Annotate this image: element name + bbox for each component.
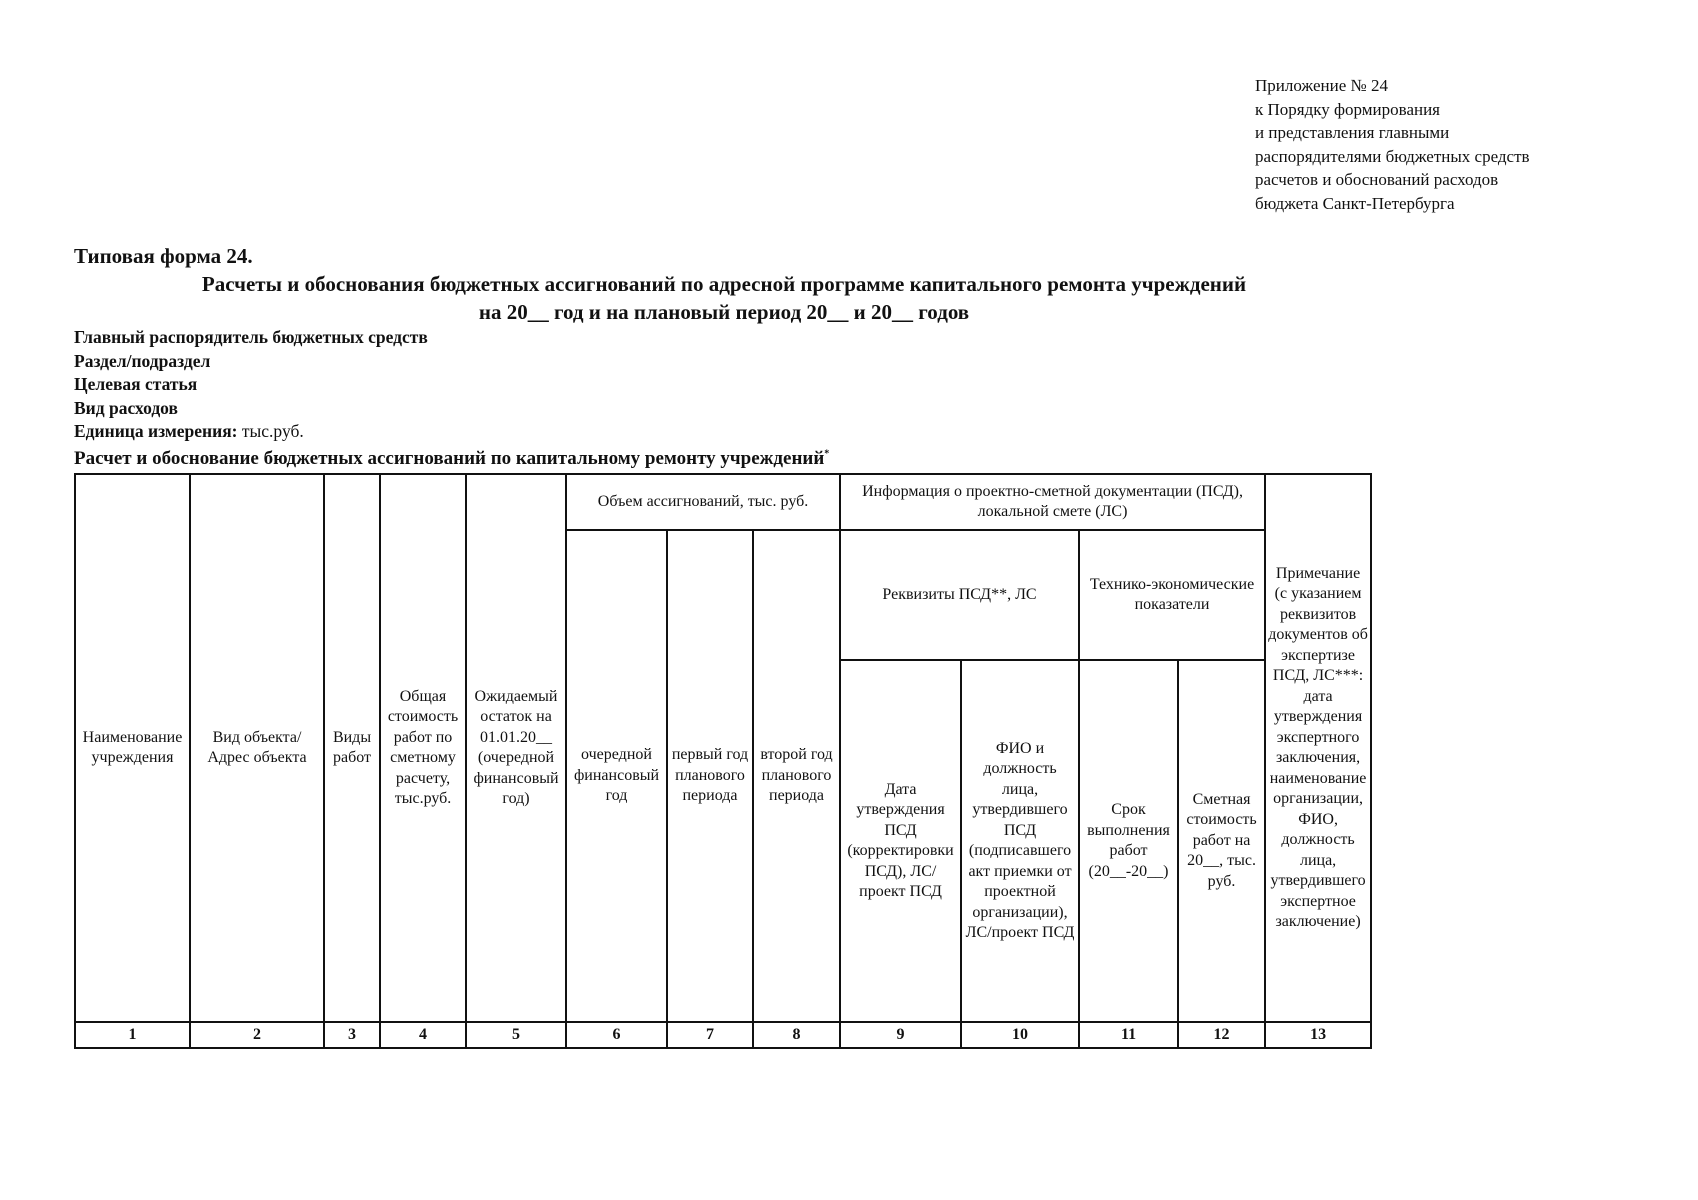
appendix-line: к Порядку формирования bbox=[1255, 99, 1440, 119]
appendix-line: и представления главными bbox=[1255, 123, 1450, 142]
header-col-4: Общая стоимость работ по сметному расчету, тыс.руб. bbox=[380, 474, 466, 1022]
header-col-12: Сметная стоимость работ на 20__, тыс. руб. bbox=[1178, 660, 1265, 1022]
header-col-13: Примечание (с указанием реквизитов документов об экспертизе ПСД, ЛС***: дата утверждения экспертного заключения, наименование организации, ФИО, должность лица, утвердившего экспертное заключение) bbox=[1265, 474, 1371, 1022]
unit-label: Единица измерения: bbox=[74, 421, 238, 442]
form-title: Типовая форма 24. bbox=[74, 244, 253, 268]
header-group-psd: Информация о проектно-сметной документации (ПСД), локальной смете (ЛС) bbox=[840, 474, 1265, 530]
column-number: 2 bbox=[190, 1022, 324, 1048]
header-col-1: Наименование учреждения bbox=[75, 474, 190, 1022]
main-title-line-2: на 20__ год и на плановый период 20__ и 20__ годов bbox=[478, 300, 970, 324]
appendix-line: расчетов и обоснований расходов bbox=[1255, 170, 1499, 189]
column-number: 9 bbox=[840, 1022, 961, 1048]
header-group-volume: Объем ассигнований, тыс. руб. bbox=[566, 474, 840, 530]
column-number: 4 bbox=[380, 1022, 466, 1048]
expense-type-label: Вид расходов bbox=[74, 397, 178, 418]
unit-value: тыс.руб. bbox=[237, 421, 304, 442]
header-col-9: Дата утверждения ПСД (корректировки ПСД), ЛС/проект ПСД bbox=[840, 660, 961, 1022]
appendix-line: Приложение № 24 bbox=[1255, 76, 1388, 95]
column-number: 5 bbox=[466, 1022, 566, 1048]
column-number-row bbox=[75, 1022, 1371, 1048]
header-col-7: первый год планового периода bbox=[667, 530, 753, 1022]
meta-block bbox=[74, 326, 428, 444]
column-number: 1 bbox=[75, 1022, 190, 1048]
header-group-requisites: Реквизиты ПСД**, ЛС bbox=[840, 530, 1079, 660]
column-number: 8 bbox=[753, 1022, 840, 1048]
header-col-10: ФИО и должность лица, утвердившего ПСД (подписавшего акт приемки от проектной организации), ЛС/проект ПСД bbox=[961, 660, 1079, 1022]
appendix-line: распорядителями бюджетных средств bbox=[1255, 146, 1530, 166]
calc-title bbox=[74, 448, 829, 470]
calc-title-footnote-mark: * bbox=[824, 448, 830, 460]
main-manager-label: Главный распорядитель бюджетных средств bbox=[74, 327, 428, 347]
appendix-block bbox=[1255, 74, 1675, 215]
header-col-5: Ожидаемый остаток на 01.01.20__ (очередной финансовый год) bbox=[466, 474, 566, 1022]
column-number: 11 bbox=[1079, 1022, 1178, 1048]
column-number: 7 bbox=[667, 1022, 753, 1048]
column-number: 6 bbox=[566, 1022, 667, 1048]
header-col-2: Вид объекта/ Адрес объекта bbox=[190, 474, 324, 1022]
column-number: 12 bbox=[1178, 1022, 1265, 1048]
header-col-3: Виды работ bbox=[324, 474, 380, 1022]
header-group-tech: Технико-экономические показатели bbox=[1079, 530, 1265, 660]
calculation-table bbox=[74, 473, 1372, 1049]
column-number: 3 bbox=[324, 1022, 380, 1048]
section-label: Раздел/подраздел bbox=[74, 350, 211, 371]
appendix-line: бюджета Санкт-Петербурга bbox=[1255, 193, 1455, 213]
target-article-label: Целевая статья bbox=[74, 374, 198, 395]
header-col-8: второй год планового периода bbox=[753, 530, 840, 1022]
header-col-6: очередной финансовый год bbox=[566, 530, 667, 1022]
header-col-11: Срок выполнения работ (20__-20__) bbox=[1079, 660, 1178, 1022]
calc-title-text: Расчет и обоснование бюджетных ассигнований по капитальному ремонту учреждений bbox=[74, 448, 825, 469]
main-title-line-1: Расчеты и обоснования бюджетных ассигнований по адресной программе капитального ремонта учреждений bbox=[201, 272, 1247, 296]
column-number: 13 bbox=[1265, 1022, 1371, 1048]
column-number: 10 bbox=[961, 1022, 1079, 1048]
